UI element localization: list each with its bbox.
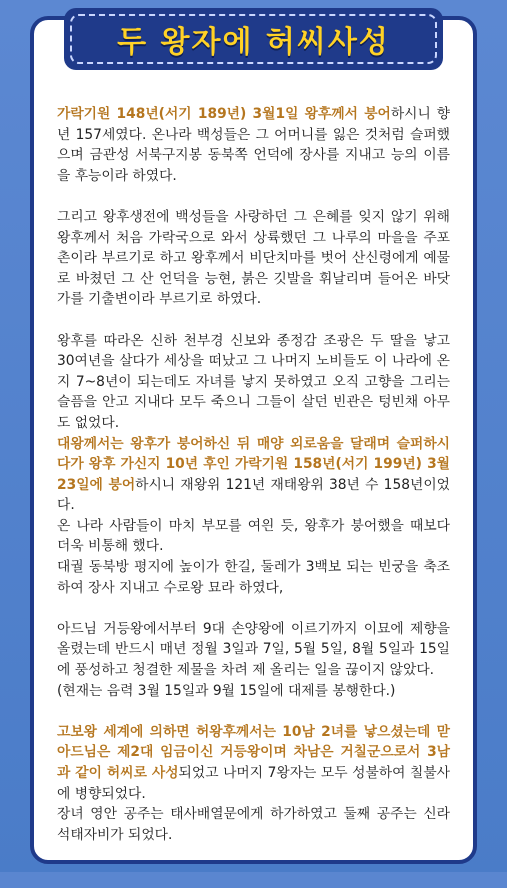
paragraph-3: 왕후를 따라온 신하 천부경 신보와 종정감 조광은 두 딸을 낳고 30여년을 살다가 세상을 떠났고 그 나머지 노비들도 이 나라에 온지 7~8년이 되는데도 자녀를 낳지 못하였고 오직 고향을 그리는 슬픔을 안고 지내다 모두 죽으니 그들이 살던 빈관은 텅빈채 아무도 없었다. [57,332,450,431]
title-banner [64,8,443,70]
highlight-text: 가락기원 148년(서기 189년) 3월1일 왕후께서 붕어 [57,106,391,122]
paragraph-8: (현재는 음력 3월 15일과 9월 15일에 대제를 봉행한다.) [57,682,396,699]
paragraph-7: 아드님 거등왕에서부터 9대 손양왕에 이르기까지 이묘에 제향을 올렸는데 반드시 매년 정월 3일과 7일, 5월 5일, 8월 5일과 15일에 풍성하고 청결한 제물을 차려 제 올리는 일을 끊이지 않았다. [57,620,450,679]
paragraph-text: 되었고 나머지 7왕자는 모두 성불하여 칠불사에 병향되었다. [57,765,450,802]
paragraph-1 [57,104,450,186]
paragraph-5: 온 나라 사람들이 마치 부모를 여읜 듯, 왕후가 붕어했을 때보다 더욱 비통해 했다. [57,517,450,555]
paragraph-text: 하시니 재왕위 121년 재태왕위 38년 수 158년이었다. [57,476,450,514]
paragraph-6: 대궐 동북방 평지에 높이가 한길, 둘레가 3백보 되는 빈궁을 축조하여 장사 지내고 수로왕 묘라 하였다, [57,559,450,596]
article-body [57,104,450,845]
page-title: 두 왕자에 허씨사성 [117,25,390,60]
paragraph-text: 하시니 향년 157세였다. 온나라 백성들은 그 어머니를 잃은 것처럼 슬퍼했으며 금관성 서북구지봉 동북쪽 언덕에 장사를 지내고 능의 이름을 후능이라 하였다. [57,106,450,184]
paragraph-10: 장녀 영안 공주는 태사배열문에게 하가하였고 둘째 공주는 신라 석태자비가 되었다. [57,806,450,843]
bottom-strip [0,872,507,888]
paragraph-9 [57,722,450,804]
paragraph-4 [57,434,450,516]
highlight-text: 고보왕 세계에 의하면 허왕후께서는 10남 2녀를 낳으셨는데 맏아드님은 제2대 임금이신 거등왕이며 차남은 거칠군으로서 3남과 같이 허씨로 사성 [57,723,450,781]
highlight-text: 대왕께서는 왕후가 붕어하신 뒤 매양 외로움을 달래며 슬퍼하시다가 왕후 가신지 10년 후인 가락기원 158년(서기 199년) 3월 23일에 붕어 [57,435,450,493]
title-banner-border [70,14,437,64]
paragraph-2: 그리고 왕후생전에 백성들을 사랑하던 그 은혜를 잊지 않기 위해 왕후께서 처음 가락국으로 와서 상륙했던 그 나루의 마을을 주포촌이라 부르기로 하고 왕후께서 비단치마를 벗어 산신령에게 예물로 바쳤던 그 산 언덕을 능현, 붉은 깃발을 휘날리며 들어온 바닷가를 기출변이라 부르기로 하였다. [57,208,450,308]
